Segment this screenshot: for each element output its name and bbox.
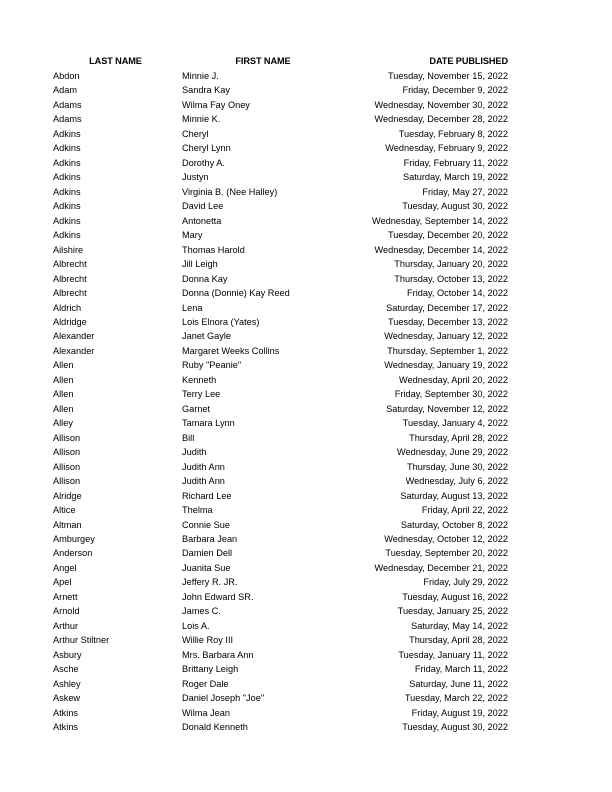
date-published-cell: Tuesday, August 30, 2022: [402, 722, 508, 733]
date-published-cell: Wednesday, November 30, 2022: [374, 99, 508, 110]
last-name-cell: Arthur: [53, 620, 79, 631]
last-name-cell: Abdon: [53, 71, 80, 81]
date-published-cell: Wednesday, December 28, 2022: [374, 114, 508, 125]
table-row: [0, 329, 612, 343]
first-name-cell: Minnie J.: [182, 71, 219, 81]
last-name-cell: Amburgey: [53, 534, 95, 544]
table-row: [0, 503, 612, 517]
table-row: [0, 619, 612, 633]
table-row: [0, 474, 612, 488]
date-published-cell: Thursday, April 28, 2022: [409, 635, 508, 646]
first-name-cell: Judith: [182, 447, 207, 458]
date-published-cell: Friday, July 29, 2022: [423, 577, 508, 588]
first-name-cell: Damien Dell: [182, 548, 233, 559]
table-row: [0, 344, 612, 358]
table-row: [0, 156, 612, 170]
table-row: [0, 720, 612, 734]
table-row: [0, 387, 612, 401]
table-row: [0, 185, 612, 199]
table-row: [0, 518, 612, 532]
table-row: [0, 170, 612, 184]
date-published-cell: Tuesday, February 8, 2022: [398, 128, 508, 139]
column-header-first-name: FIRST NAME: [235, 56, 291, 66]
table-row: [0, 604, 612, 618]
last-name-cell: Adams: [53, 99, 82, 110]
table-row: [0, 575, 612, 589]
table-row: [0, 431, 612, 445]
date-published-cell: Tuesday, November 15, 2022: [387, 71, 508, 81]
last-name-cell: Adams: [53, 114, 82, 125]
table-row: [0, 127, 612, 141]
first-name-cell: Roger Dale: [182, 678, 229, 689]
last-name-cell: Arnett: [53, 591, 78, 602]
table-row: [0, 662, 612, 676]
date-published-cell: Tuesday, August 30, 2022: [402, 201, 508, 212]
last-name-cell: Adkins: [53, 201, 81, 212]
first-name-cell: Antonetta: [182, 215, 222, 226]
first-name-cell: Ruby "Peanie": [182, 360, 242, 371]
table-row: [0, 199, 612, 213]
first-name-cell: Richard Lee: [182, 490, 232, 501]
date-published-cell: Tuesday, March 22, 2022: [404, 693, 508, 704]
first-name-cell: Willie Roy III: [182, 635, 234, 646]
last-name-cell: Allen: [53, 374, 74, 385]
table-row: [0, 358, 612, 372]
table-row: [0, 460, 612, 474]
last-name-cell: Adkins: [53, 128, 81, 139]
date-published-cell: Saturday, August 13, 2022: [400, 490, 508, 501]
first-name-cell: Judith Ann: [182, 476, 225, 487]
last-name-cell: Adkins: [53, 186, 81, 197]
last-name-cell: Adkins: [53, 172, 81, 183]
table-row: [0, 301, 612, 315]
first-name-cell: Wilma Fay Oney: [182, 99, 250, 110]
last-name-cell: Adkins: [53, 143, 81, 154]
last-name-cell: Allen: [53, 360, 74, 371]
last-name-cell: Altice: [53, 505, 76, 516]
last-name-cell: Albrecht: [53, 288, 87, 299]
last-name-cell: Alley: [53, 418, 73, 429]
first-name-cell: Connie Sue: [182, 519, 231, 530]
date-published-cell: Tuesday, January 25, 2022: [397, 606, 508, 617]
first-name-cell: Mrs. Barbara Ann: [182, 649, 254, 660]
last-name-cell: Allison: [53, 447, 81, 458]
date-published-cell: Saturday, June 11, 2022: [409, 678, 508, 689]
date-published-cell: Thursday, October 13, 2022: [394, 273, 508, 284]
first-name-cell: Daniel Joseph "Joe": [182, 693, 265, 704]
date-published-cell: Tuesday, December 13, 2022: [387, 316, 508, 327]
first-name-cell: John Edward SR.: [182, 591, 254, 602]
table-row: [0, 243, 612, 257]
first-name-cell: Janet Gayle: [182, 331, 232, 342]
last-name-cell: Ailshire: [53, 244, 84, 255]
date-published-cell: Wednesday, October 12, 2022: [384, 534, 508, 544]
first-name-cell: Garnet: [182, 403, 211, 414]
date-published-cell: Wednesday, September 14, 2022: [371, 215, 508, 226]
date-published-cell: Tuesday, January 4, 2022: [402, 418, 508, 429]
last-name-cell: Allison: [53, 461, 81, 472]
date-published-cell: Friday, February 11, 2022: [403, 157, 508, 168]
first-name-cell: David Lee: [182, 201, 224, 212]
first-name-cell: Lena: [182, 302, 203, 313]
date-published-cell: Wednesday, December 14, 2022: [374, 244, 508, 255]
date-published-cell: Friday, September 30, 2022: [394, 389, 508, 400]
first-name-cell: Thomas Harold: [182, 244, 245, 255]
date-published-cell: Tuesday, January 11, 2022: [398, 649, 508, 660]
first-name-cell: Sandra Kay: [182, 85, 231, 96]
date-published-cell: Wednesday, January 12, 2022: [384, 331, 508, 342]
first-name-cell: Wilma Jean: [182, 707, 230, 718]
last-name-cell: Allen: [53, 389, 74, 400]
last-name-cell: Anderson: [53, 548, 93, 559]
first-name-cell: Dorothy A.: [182, 157, 225, 168]
first-name-cell: Donald Kenneth: [182, 722, 248, 733]
first-name-cell: Terry Lee: [182, 389, 221, 400]
date-published-cell: Saturday, November 12, 2022: [386, 403, 508, 414]
first-name-cell: Barbara Jean: [182, 534, 238, 544]
date-published-cell: Friday, December 9, 2022: [402, 85, 508, 96]
table-row: [0, 98, 612, 112]
table-row: [0, 373, 612, 387]
date-published-cell: Wednesday, July 6, 2022: [405, 476, 508, 487]
first-name-cell: Bill: [182, 432, 195, 443]
last-name-cell: Adkins: [53, 157, 81, 168]
table-row: [0, 532, 612, 546]
date-published-cell: Saturday, May 14, 2022: [411, 620, 508, 631]
date-published-cell: Wednesday, June 29, 2022: [396, 447, 508, 458]
first-name-cell: Judith Ann: [182, 461, 225, 472]
last-name-cell: Allison: [53, 476, 81, 487]
date-published-cell: Friday, April 22, 2022: [421, 505, 508, 516]
date-published-cell: Thursday, January 20, 2022: [394, 259, 508, 270]
last-name-cell: Allison: [53, 432, 81, 443]
first-name-cell: Mary: [182, 230, 203, 241]
last-name-cell: Adkins: [53, 215, 81, 226]
table-row: [0, 141, 612, 155]
first-name-cell: Justyn: [182, 172, 209, 183]
table-row: [0, 546, 612, 560]
last-name-cell: Allen: [53, 403, 74, 414]
table-row: [0, 228, 612, 242]
first-name-cell: Thelma: [182, 505, 213, 516]
table-row: [0, 272, 612, 286]
table-row: [0, 83, 612, 97]
last-name-cell: Alridge: [53, 490, 82, 501]
last-name-cell: Askew: [53, 693, 81, 704]
table-row: [0, 445, 612, 459]
date-published-cell: Tuesday, September 20, 2022: [385, 548, 508, 559]
table-row: [0, 633, 612, 647]
date-published-cell: Wednesday, January 19, 2022: [384, 360, 508, 371]
date-published-cell: Tuesday, August 16, 2022: [402, 591, 508, 602]
table-row: [0, 402, 612, 416]
first-name-cell: Brittany Leigh: [182, 664, 239, 675]
date-published-cell: Saturday, December 17, 2022: [386, 302, 508, 313]
first-name-cell: Cheryl Lynn: [182, 143, 231, 154]
first-name-cell: Kenneth: [182, 374, 217, 385]
first-name-cell: Jeffery R. JR.: [182, 577, 238, 588]
first-name-cell: James C.: [182, 606, 221, 617]
table-body: [0, 69, 612, 735]
first-name-cell: Minnie K.: [182, 114, 221, 125]
last-name-cell: Aldrich: [53, 302, 82, 313]
table-row: [0, 489, 612, 503]
table-row: [0, 706, 612, 720]
date-published-cell: Wednesday, April 20, 2022: [399, 374, 508, 385]
table-row: [0, 214, 612, 228]
last-name-cell: Atkins: [53, 722, 79, 733]
last-name-cell: Alexander: [53, 331, 95, 342]
table-row: [0, 416, 612, 430]
date-published-cell: Saturday, March 19, 2022: [402, 172, 508, 183]
last-name-cell: Ashley: [53, 678, 81, 689]
table-row: [0, 648, 612, 662]
last-name-cell: Altman: [53, 519, 82, 530]
last-name-cell: Albrecht: [53, 273, 87, 284]
date-published-cell: Thursday, June 30, 2022: [407, 461, 508, 472]
last-name-cell: Asbury: [53, 649, 82, 660]
first-name-cell: Lois A.: [182, 620, 210, 631]
first-name-cell: Virginia B. (Nee Halley): [182, 186, 278, 197]
last-name-cell: Adam: [53, 85, 78, 96]
column-header-date-published: DATE PUBLISHED: [429, 56, 508, 66]
table-row: [0, 677, 612, 691]
date-published-cell: Wednesday, December 21, 2022: [374, 562, 508, 573]
date-published-cell: Friday, October 14, 2022: [407, 288, 508, 299]
last-name-cell: Arthur Stiltner: [53, 635, 110, 646]
first-name-cell: Lois Elnora (Yates): [182, 316, 260, 327]
table-row: [0, 691, 612, 705]
last-name-cell: Apel: [53, 577, 72, 588]
date-published-cell: Thursday, April 28, 2022: [409, 432, 508, 443]
first-name-cell: Donna (Donnie) Kay Reed: [182, 288, 290, 299]
date-published-cell: Wednesday, February 9, 2022: [385, 143, 508, 154]
date-published-cell: Saturday, October 8, 2022: [400, 519, 508, 530]
date-published-cell: Friday, August 19, 2022: [411, 707, 508, 718]
date-published-cell: Friday, May 27, 2022: [422, 186, 508, 197]
table-row: [0, 590, 612, 604]
table-row: [0, 561, 612, 575]
last-name-cell: Albrecht: [53, 259, 87, 270]
table-row: [0, 69, 612, 83]
table-row: [0, 112, 612, 126]
last-name-cell: Adkins: [53, 230, 81, 241]
last-name-cell: Atkins: [53, 707, 79, 718]
first-name-cell: Margaret Weeks Collins: [182, 345, 280, 356]
last-name-cell: Aldridge: [53, 316, 87, 327]
first-name-cell: Donna Kay: [182, 273, 228, 284]
date-published-cell: Friday, March 11, 2022: [414, 664, 508, 675]
date-published-cell: Tuesday, December 20, 2022: [387, 230, 508, 241]
table-row: [0, 257, 612, 271]
first-name-cell: Cheryl: [182, 128, 209, 139]
column-header-last-name: LAST NAME: [89, 56, 142, 66]
first-name-cell: Juanita Sue: [182, 562, 231, 573]
first-name-cell: Jill Leigh: [182, 259, 218, 270]
last-name-cell: Asche: [53, 664, 79, 675]
last-name-cell: Angel: [53, 562, 77, 573]
last-name-cell: Arnold: [53, 606, 80, 617]
date-published-cell: Thursday, September 1, 2022: [387, 345, 508, 356]
table-row: [0, 315, 612, 329]
table-row: [0, 286, 612, 300]
first-name-cell: Tamara Lynn: [182, 418, 235, 429]
last-name-cell: Alexander: [53, 345, 95, 356]
